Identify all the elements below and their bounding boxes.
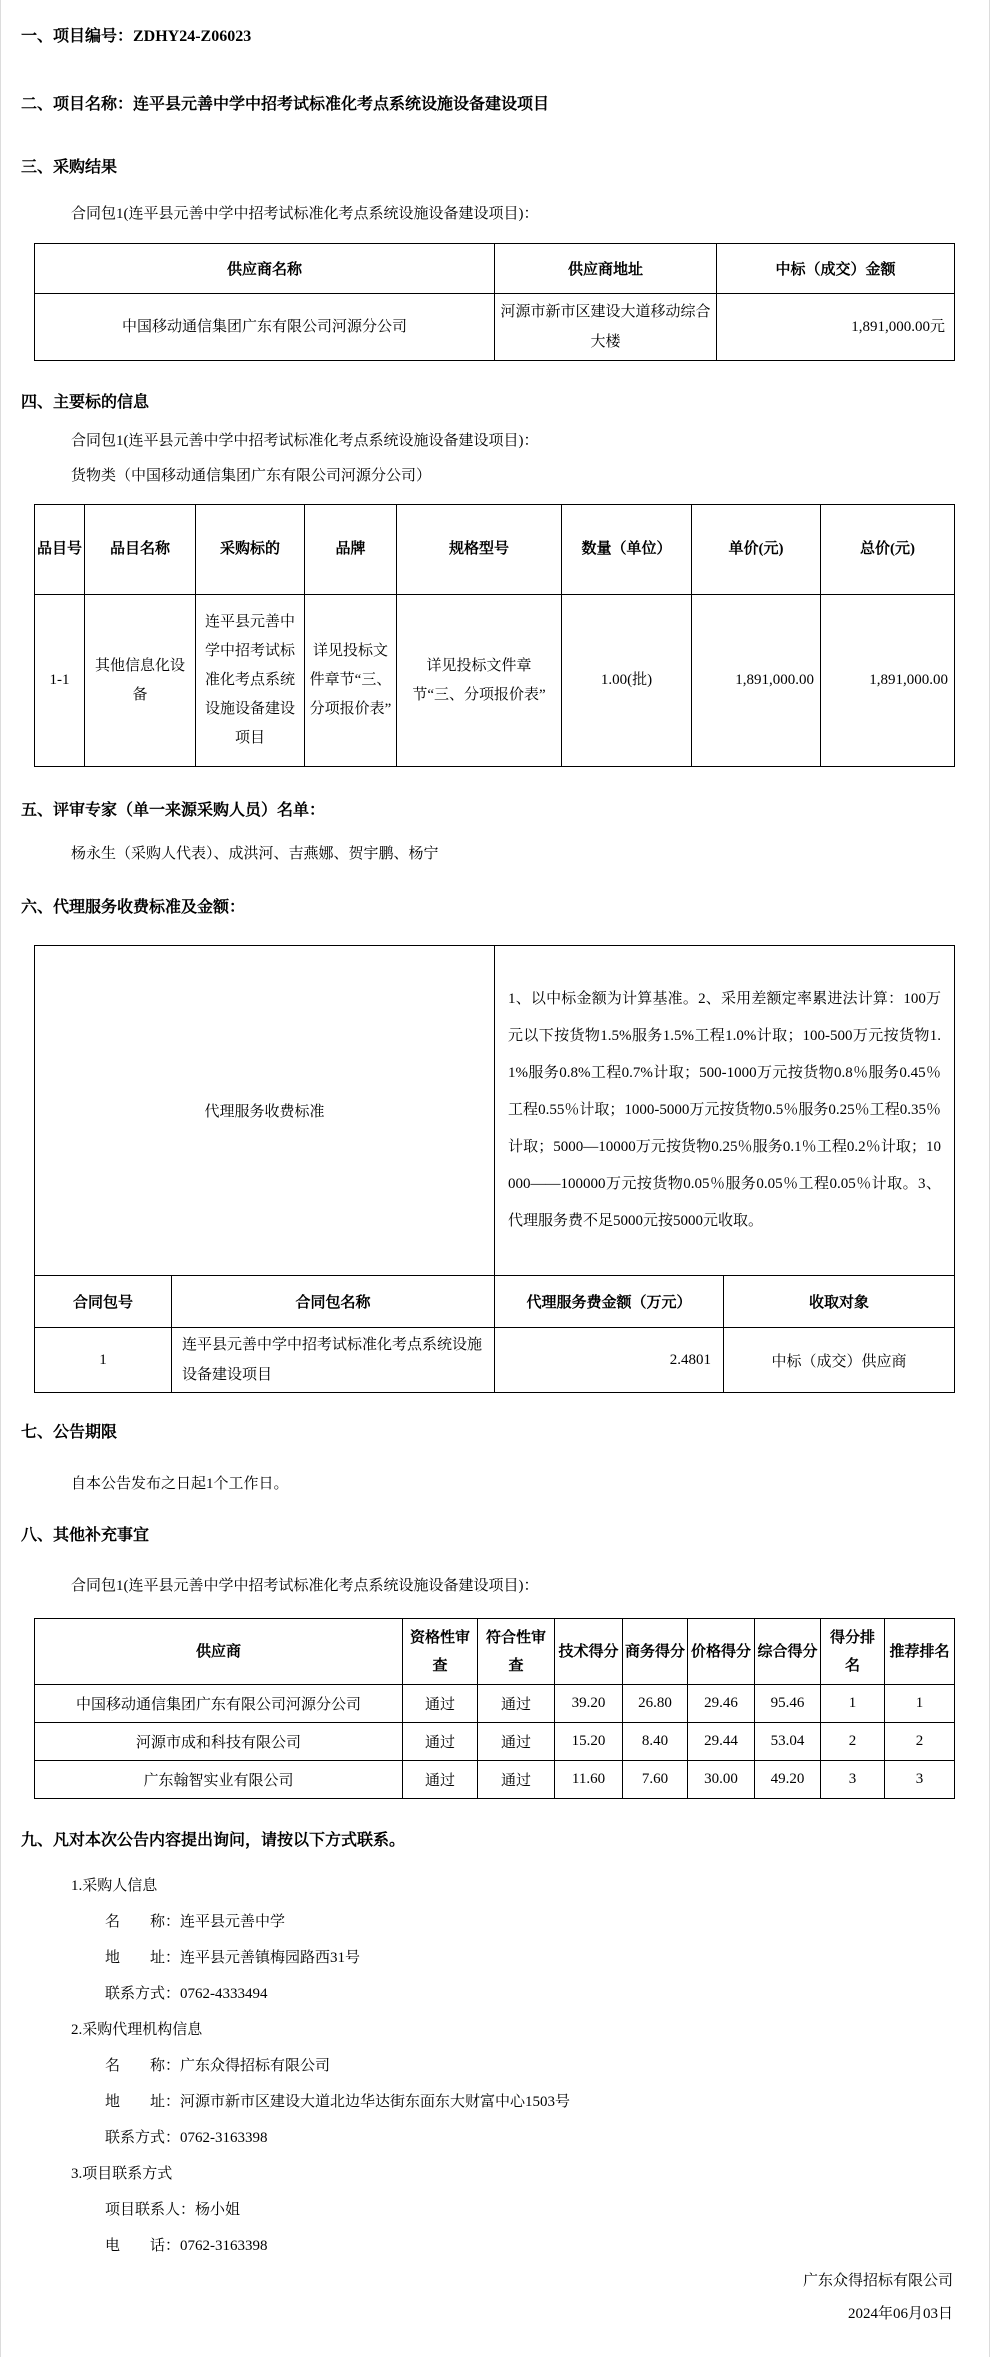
supplier-evaluation-table xyxy=(34,1618,955,1799)
items-cell-brand: 详见投标文件章节“三、分项报价表” xyxy=(305,595,397,767)
section-3-heading: 三、采购结果 xyxy=(21,159,118,176)
eval-cell-recommend-rank: 3 xyxy=(885,1761,955,1799)
items-header-subject: 采购标的 xyxy=(196,505,305,595)
fee-cell-package-name: 连平县元善中学中招考试标准化考点系统设施设备建设项目 xyxy=(172,1328,495,1393)
eval-header-price-score: 价格得分 xyxy=(688,1619,755,1685)
agency-name: 名 称：广东众得招标有限公司 xyxy=(105,2058,331,2074)
agency-address: 地 址：河源市新市区建设大道北边华达街东面东大财富中心1503号 xyxy=(105,2094,571,2110)
eval-cell-qualification: 通过 xyxy=(403,1761,478,1799)
fee-cell-fee-amount: 2.4801 xyxy=(495,1328,724,1393)
result-cell-award-amount: 1,891,000.00元 xyxy=(717,294,955,361)
eval-cell-qualification: 通过 xyxy=(403,1685,478,1723)
eval-cell-qualification: 通过 xyxy=(403,1723,478,1761)
fee-table-header-row xyxy=(35,1276,955,1328)
eval-cell-overall: 49.20 xyxy=(755,1761,821,1799)
items-cell-subject: 连平县元善中学中招考试标准化考点系统设施设备建设项目 xyxy=(196,595,305,767)
items-header-item-name: 品目名称 xyxy=(85,505,196,595)
result-header-supplier-address: 供应商地址 xyxy=(495,244,717,294)
eval-header-qualification-review: 资格性审查 xyxy=(403,1619,478,1685)
items-header-quantity: 数量（单位） xyxy=(562,505,692,595)
footer-company: 广东众得招标有限公司 xyxy=(802,2273,953,2289)
section-8-heading: 八、其他补充事宜 xyxy=(21,1527,150,1544)
result-cell-supplier-address: 河源市新市区建设大道移动综合大楼 xyxy=(495,294,717,361)
procurement-result-table xyxy=(34,243,955,361)
fee-header-package-no: 合同包号 xyxy=(35,1276,172,1328)
items-cell-item-name: 其他信息化设备 xyxy=(85,595,196,767)
project-contact-person: 项目联系人：杨小姐 xyxy=(105,2202,241,2218)
fee-header-payer: 收取对象 xyxy=(724,1276,955,1328)
eval-cell-price: 30.00 xyxy=(688,1761,755,1799)
experts-list: 杨永生（采购人代表）、成洪河、吉燕娜、贺宇鹏、杨宁 xyxy=(71,846,439,862)
eval-cell-price: 29.44 xyxy=(688,1723,755,1761)
eval-cell-recommend-rank: 1 xyxy=(885,1685,955,1723)
section-6-heading: 六、代理服务收费标准及金额： xyxy=(21,899,246,916)
eval-header-supplier: 供应商 xyxy=(35,1619,403,1685)
section-5-heading: 五、评审专家（单一来源采购人员）名单： xyxy=(21,802,326,819)
fee-standard-text: 1、以中标金额为计算基准。2、采用差额定率累进法计算：100万元以下按货物1.5%服务1.5%工程1.0%计取；100-500万元按货物1.1%服务0.8%工程0.7%计取；500-1000万元按货物0.8％服务0.45％工程0.55％计取；1000-5000万元按货物0.5％服务0.25％工程0.35％计取；5000—10000万元按货物0.25％服务0.1％工程0.2％计取；10000——100000万元按货物0.05％服务0.05％工程0.05％计取。3、代理服务费不足5000元按5000元收取。 xyxy=(495,946,955,1276)
eval-cell-conformity: 通过 xyxy=(478,1761,555,1799)
items-table-header-row xyxy=(35,505,955,595)
fee-cell-package-no: 1 xyxy=(35,1328,172,1393)
result-cell-supplier-name: 中国移动通信集团广东有限公司河源分公司 xyxy=(35,294,495,361)
project-contact-title: 3.项目联系方式 xyxy=(71,2166,173,2182)
eval-cell-technical: 39.20 xyxy=(555,1685,623,1723)
purchaser-info-title: 1.采购人信息 xyxy=(71,1878,158,1894)
eval-header-conformity-review: 符合性审查 xyxy=(478,1619,555,1685)
section-8-package-line: 合同包1(连平县元善中学中招考试标准化考点系统设施设备建设项目)： xyxy=(71,1578,539,1594)
section-2-heading: 二、项目名称：连平县元善中学中招考试标准化考点系统设施设备建设项目 xyxy=(21,96,550,113)
eval-table-row xyxy=(35,1685,955,1723)
eval-cell-business: 26.80 xyxy=(623,1685,688,1723)
eval-cell-business: 8.40 xyxy=(623,1723,688,1761)
items-cell-total-price: 1,891,000.00 xyxy=(821,595,955,767)
eval-cell-conformity: 通过 xyxy=(478,1723,555,1761)
eval-cell-score-rank: 1 xyxy=(821,1685,885,1723)
agency-fee-table xyxy=(34,945,955,1393)
eval-cell-recommend-rank: 2 xyxy=(885,1723,955,1761)
agency-contact: 联系方式：0762-3163398 xyxy=(105,2130,268,2146)
purchaser-name: 名 称：连平县元善中学 xyxy=(105,1914,286,1930)
items-cell-spec-model: 详见投标文件章节“三、分项报价表” xyxy=(397,595,562,767)
eval-header-recommend-rank: 推荐排名 xyxy=(885,1619,955,1685)
eval-cell-overall: 95.46 xyxy=(755,1685,821,1723)
items-cell-item-no: 1-1 xyxy=(35,595,85,767)
fee-table-row xyxy=(35,1328,955,1393)
agency-info-title: 2.采购代理机构信息 xyxy=(71,2022,203,2038)
section-4-package-line: 合同包1(连平县元善中学中招考试标准化考点系统设施设备建设项目)： xyxy=(71,433,539,449)
items-header-total-price: 总价(元) xyxy=(821,505,955,595)
main-items-table xyxy=(34,504,955,767)
eval-table-row xyxy=(35,1761,955,1799)
purchaser-address: 地 址：连平县元善镇梅园路西31号 xyxy=(105,1950,361,1966)
eval-header-technical-score: 技术得分 xyxy=(555,1619,623,1685)
eval-cell-overall: 53.04 xyxy=(755,1723,821,1761)
eval-table-row xyxy=(35,1723,955,1761)
fee-cell-payer: 中标（成交）供应商 xyxy=(724,1328,955,1393)
section-9-heading: 九、凡对本次公告内容提出询问，请按以下方式联系。 xyxy=(21,1832,406,1849)
result-header-supplier-name: 供应商名称 xyxy=(35,244,495,294)
eval-cell-technical: 15.20 xyxy=(555,1723,623,1761)
items-header-item-no: 品目号 xyxy=(35,505,85,595)
section-4-heading: 四、主要标的信息 xyxy=(21,394,150,411)
project-contact-phone: 电 话：0762-3163398 xyxy=(105,2238,268,2254)
items-header-spec-model: 规格型号 xyxy=(397,505,562,595)
footer-date: 2024年06月03日 xyxy=(847,2306,953,2322)
eval-cell-price: 29.46 xyxy=(688,1685,755,1723)
section-7-heading: 七、公告期限 xyxy=(21,1424,118,1441)
purchaser-contact: 联系方式：0762-4333494 xyxy=(105,1986,268,2002)
section-3-package-line: 合同包1(连平县元善中学中招考试标准化考点系统设施设备建设项目)： xyxy=(71,206,539,222)
items-table-row xyxy=(35,595,955,767)
eval-cell-technical: 11.60 xyxy=(555,1761,623,1799)
eval-header-score-rank: 得分排名 xyxy=(821,1619,885,1685)
eval-cell-supplier: 中国移动通信集团广东有限公司河源分公司 xyxy=(35,1685,403,1723)
announcement-period-text: 自本公告发布之日起1个工作日。 xyxy=(71,1476,289,1492)
eval-cell-supplier: 广东翰智实业有限公司 xyxy=(35,1761,403,1799)
fee-standard-row xyxy=(35,946,955,1276)
eval-header-overall-score: 综合得分 xyxy=(755,1619,821,1685)
fee-header-package-name: 合同包名称 xyxy=(172,1276,495,1328)
eval-cell-score-rank: 3 xyxy=(821,1761,885,1799)
eval-header-business-score: 商务得分 xyxy=(623,1619,688,1685)
fee-header-fee-amount: 代理服务费金额（万元） xyxy=(495,1276,724,1328)
items-cell-unit-price: 1,891,000.00 xyxy=(692,595,821,767)
eval-cell-score-rank: 2 xyxy=(821,1723,885,1761)
items-header-brand: 品牌 xyxy=(305,505,397,595)
result-table-header-row xyxy=(35,244,955,294)
items-header-unit-price: 单价(元) xyxy=(692,505,821,595)
section-4-category-line: 货物类（中国移动通信集团广东有限公司河源分公司） xyxy=(71,468,432,484)
result-header-award-amount: 中标（成交）金额 xyxy=(717,244,955,294)
result-table-row xyxy=(35,294,955,361)
eval-cell-business: 7.60 xyxy=(623,1761,688,1799)
eval-cell-supplier: 河源市成和科技有限公司 xyxy=(35,1723,403,1761)
section-1-heading: 一、项目编号：ZDHY24-Z06023 xyxy=(21,28,252,45)
items-cell-quantity: 1.00(批) xyxy=(562,595,692,767)
eval-cell-conformity: 通过 xyxy=(478,1685,555,1723)
eval-table-header-row xyxy=(35,1619,955,1685)
fee-standard-label: 代理服务收费标准 xyxy=(35,946,495,1276)
